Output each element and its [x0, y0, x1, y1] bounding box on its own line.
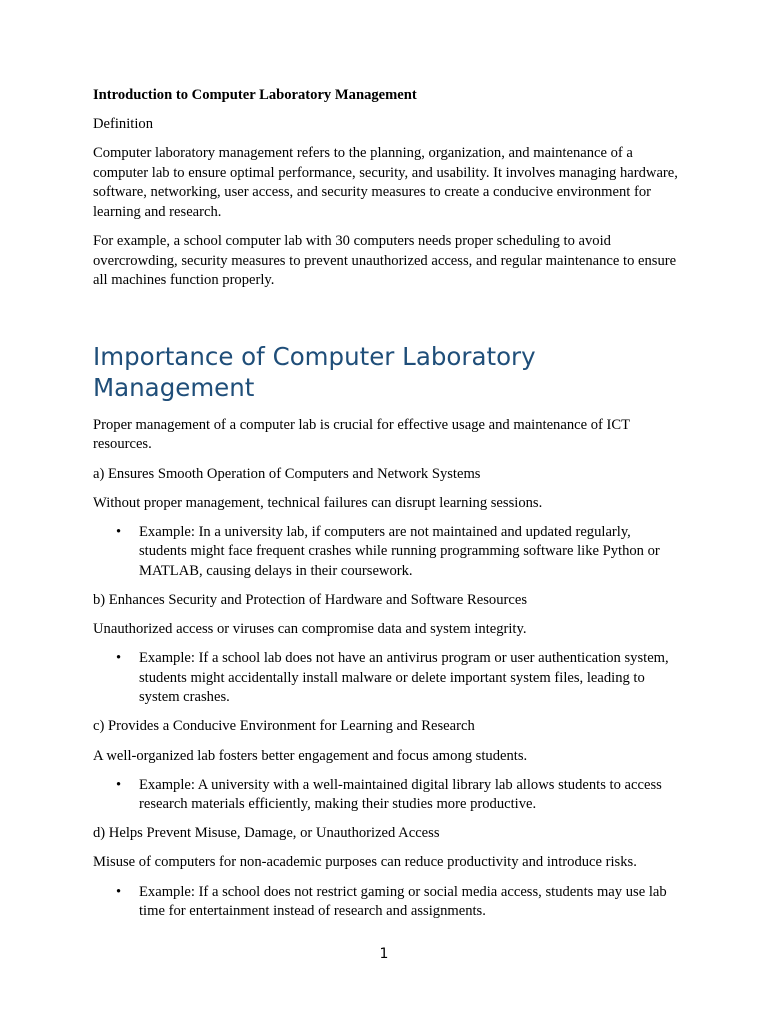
importance-heading: Importance of Computer Laboratory Management [93, 341, 536, 403]
bullet-icon: • [116, 883, 122, 900]
definition-paragraph: Computer laboratory management refers to the planning, organization, and maintenance of a computer lab to ensure optimal performance, security, and usability. It involves managing hardware, software, networking, user access, and security measures to create a conducive environment for learning and research. [93, 145, 678, 220]
list-item-text: Example: A university with a well-maintained digital library lab allows students to access research materials efficiently, making their studies more productive. [139, 776, 662, 813]
section-a-heading: a) Ensures Smooth Operation of Computers and Network Systems [93, 465, 481, 482]
definition-label: Definition [93, 116, 153, 133]
section-a-text: Without proper management, technical failures can disrupt learning sessions. [93, 494, 543, 511]
bullet-icon: • [116, 523, 122, 540]
section-b-heading: b) Enhances Security and Protection of Hardware and Software Resources [93, 592, 528, 608]
section-d-text: Misuse of computers for non-academic purposes can reduce productivity and introduce risks. [93, 854, 637, 871]
section-b-list [93, 649, 680, 708]
section-c-list [93, 776, 680, 815]
list-item [116, 649, 680, 708]
section-b-text: Unauthorized access or viruses can compromise data and system integrity. [93, 621, 527, 638]
section-d-heading: d) Helps Prevent Misuse, Damage, or Unauthorized Access [93, 825, 440, 842]
example-paragraph: For example, a school computer lab with 30 computers needs proper scheduling to avoid overcrowding, security measures to prevent unauthorized access, and regular maintenance to ensure all machines function properly. [93, 233, 677, 289]
list-item [116, 776, 680, 815]
list-item-text: Example: If a school does not restrict gaming or social media access, students may use lab time for entertainment instead of research and assignments. [139, 883, 667, 920]
importance-intro: Proper management of a computer lab is crucial for effective usage and maintenance of ICT resources. [93, 416, 630, 453]
list-item [116, 883, 680, 922]
document-title: Introduction to Computer Laboratory Management [93, 87, 417, 103]
bullet-icon: • [116, 650, 122, 667]
list-item [116, 523, 680, 582]
section-c-text: A well-organized lab fosters better engagement and focus among students. [93, 747, 528, 764]
section-c-heading: c) Provides a Conducive Environment for Learning and Research [93, 718, 475, 735]
list-item-text: Example: In a university lab, if computers are not maintained and updated regularly, students might face frequent crashes while running programming software like Python or MATLAB, causing delays in their coursework. [139, 523, 660, 579]
section-a-list [93, 523, 680, 582]
section-d-list [93, 883, 680, 922]
bullet-icon: • [116, 776, 122, 793]
page-number: 1 [379, 946, 389, 962]
list-item-text: Example: If a school lab does not have an antivirus program or user authentication system, students might accidentally install malware or delete important system files, leading to system crashes. [139, 650, 669, 706]
